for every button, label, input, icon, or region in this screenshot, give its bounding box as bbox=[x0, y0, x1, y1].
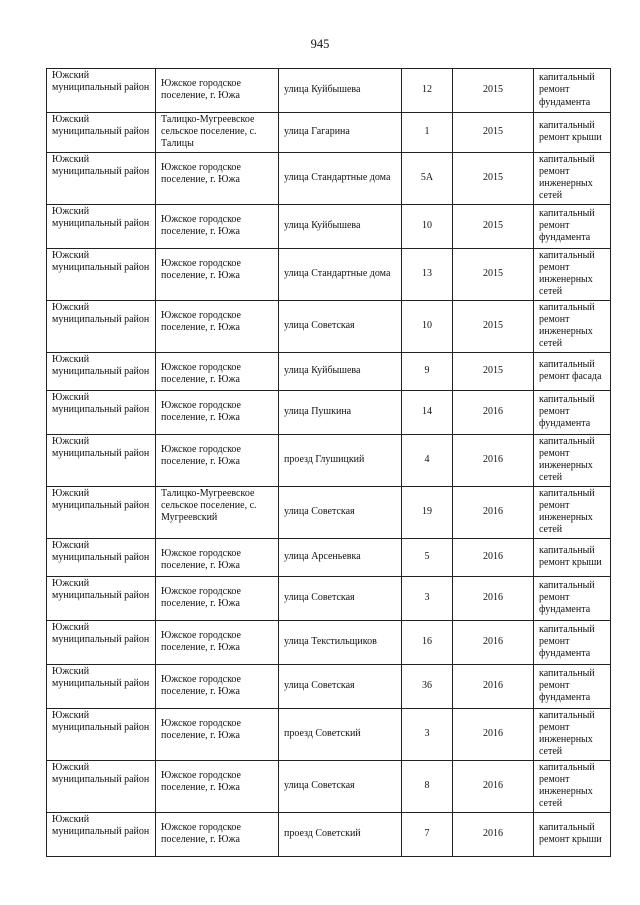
settlement-cell bbox=[156, 434, 279, 486]
street-cell: улица Пушкина bbox=[279, 390, 402, 434]
settlement-text: Южское городское поселение, г. Южа bbox=[161, 78, 241, 102]
street-cell: улица Советская bbox=[279, 486, 402, 538]
street-cell: улица Советская bbox=[279, 760, 402, 812]
table-row bbox=[47, 69, 611, 113]
street-cell: улица Текстильщиков bbox=[279, 620, 402, 664]
year-cell: 2016 bbox=[453, 620, 534, 664]
work-type-cell: капитальный ремонт фундамента bbox=[534, 576, 611, 620]
work-type-cell: капитальный ремонт фасада bbox=[534, 352, 611, 390]
table-row bbox=[47, 352, 611, 390]
settlement-text: Южское городское поселение, г. Южа bbox=[161, 161, 241, 185]
table-row bbox=[47, 486, 611, 538]
work-type-cell: капитальный ремонт фундамента bbox=[534, 69, 611, 113]
house-number-cell: 19 bbox=[402, 486, 453, 538]
work-type-cell: капитальный ремонт инженерных сетей bbox=[534, 248, 611, 300]
work-type-cell: капитальный ремонт крыши bbox=[534, 113, 611, 153]
house-number-cell: 14 bbox=[402, 390, 453, 434]
district-cell: Южский муниципальный район bbox=[47, 248, 156, 300]
street-cell: улица Советская bbox=[279, 300, 402, 352]
settlement-text: Южское городское поселение, г. Южа bbox=[161, 585, 241, 609]
settlement-text: Южское городское поселение, г. Южа bbox=[161, 717, 241, 741]
table-row bbox=[47, 248, 611, 300]
repair-schedule-table bbox=[46, 68, 611, 857]
settlement-text: Южское городское поселение, г. Южа bbox=[161, 673, 241, 697]
house-number-cell: 8 bbox=[402, 760, 453, 812]
district-cell: Южский муниципальный район bbox=[47, 620, 156, 664]
district-cell: Южский муниципальный район bbox=[47, 69, 156, 113]
street-cell: улица Куйбышева bbox=[279, 352, 402, 390]
house-number-cell: 13 bbox=[402, 248, 453, 300]
district-cell: Южский муниципальный район bbox=[47, 390, 156, 434]
house-number-cell: 10 bbox=[402, 204, 453, 248]
settlement-cell bbox=[156, 390, 279, 434]
settlement-cell bbox=[156, 152, 279, 204]
year-cell: 2016 bbox=[453, 664, 534, 708]
house-number-cell: 1 bbox=[402, 113, 453, 153]
street-cell: улица Куйбышева bbox=[279, 69, 402, 113]
street-cell: улица Гагарина bbox=[279, 113, 402, 153]
settlement-cell bbox=[156, 576, 279, 620]
settlement-cell bbox=[156, 204, 279, 248]
settlement-text: Южское городское поселение, г. Южа bbox=[161, 443, 241, 467]
settlement-cell bbox=[156, 708, 279, 760]
settlement-text: Южское городское поселение, г. Южа bbox=[161, 769, 241, 793]
work-type-cell: капитальный ремонт инженерных сетей bbox=[534, 760, 611, 812]
settlement-cell bbox=[156, 486, 279, 538]
work-type-cell: капитальный ремонт фундамента bbox=[534, 620, 611, 664]
table-row bbox=[47, 152, 611, 204]
street-cell: улица Стандартные дома bbox=[279, 248, 402, 300]
settlement-text: Южское городское поселение, г. Южа bbox=[161, 361, 241, 385]
year-cell: 2016 bbox=[453, 486, 534, 538]
work-type-cell: капитальный ремонт инженерных сетей bbox=[534, 300, 611, 352]
year-cell: 2015 bbox=[453, 352, 534, 390]
house-number-cell: 3 bbox=[402, 708, 453, 760]
year-cell: 2016 bbox=[453, 708, 534, 760]
settlement-cell bbox=[156, 620, 279, 664]
settlement-text: Южское городское поселение, г. Южа bbox=[161, 547, 241, 571]
work-type-cell: капитальный ремонт инженерных сетей bbox=[534, 152, 611, 204]
page-number: 945 bbox=[310, 37, 330, 51]
settlement-text: Южское городское поселение, г. Южа bbox=[161, 309, 241, 333]
district-cell: Южский муниципальный район bbox=[47, 352, 156, 390]
work-type-cell: капитальный ремонт фундамента bbox=[534, 204, 611, 248]
table-row bbox=[47, 300, 611, 352]
table-row bbox=[47, 113, 611, 153]
settlement-cell bbox=[156, 538, 279, 576]
settlement-cell bbox=[156, 248, 279, 300]
district-cell: Южский муниципальный район bbox=[47, 204, 156, 248]
year-cell: 2016 bbox=[453, 390, 534, 434]
settlement-text: Южское городское поселение, г. Южа bbox=[161, 213, 241, 237]
house-number-cell: 16 bbox=[402, 620, 453, 664]
settlement-cell bbox=[156, 812, 279, 856]
table-row bbox=[47, 812, 611, 856]
settlement-text: Талицко-Мугреевское сельское поселение, с. Талицы bbox=[161, 114, 257, 150]
district-cell: Южский муниципальный район bbox=[47, 300, 156, 352]
street-cell: проезд Глушицкий bbox=[279, 434, 402, 486]
year-cell: 2016 bbox=[453, 576, 534, 620]
work-type-cell: капитальный ремонт инженерных сетей bbox=[534, 708, 611, 760]
year-cell: 2015 bbox=[453, 113, 534, 153]
work-type-cell: капитальный ремонт фундамента bbox=[534, 390, 611, 434]
street-cell: проезд Советский bbox=[279, 708, 402, 760]
work-type-cell: капитальный ремонт крыши bbox=[534, 812, 611, 856]
table-row bbox=[47, 390, 611, 434]
district-cell: Южский муниципальный район bbox=[47, 664, 156, 708]
work-type-cell: капитальный ремонт фундамента bbox=[534, 664, 611, 708]
year-cell: 2016 bbox=[453, 434, 534, 486]
table-row bbox=[47, 664, 611, 708]
house-number-cell: 5 bbox=[402, 538, 453, 576]
district-cell: Южский муниципальный район bbox=[47, 708, 156, 760]
table-row bbox=[47, 620, 611, 664]
street-cell: улица Арсеньевка bbox=[279, 538, 402, 576]
work-type-cell: капитальный ремонт инженерных сетей bbox=[534, 434, 611, 486]
district-cell: Южский муниципальный район bbox=[47, 434, 156, 486]
year-cell: 2015 bbox=[453, 69, 534, 113]
house-number-cell: 5А bbox=[402, 152, 453, 204]
table-row bbox=[47, 760, 611, 812]
settlement-cell bbox=[156, 352, 279, 390]
house-number-cell: 10 bbox=[402, 300, 453, 352]
settlement-cell bbox=[156, 664, 279, 708]
settlement-text: Южское городское поселение, г. Южа bbox=[161, 399, 241, 423]
year-cell: 2016 bbox=[453, 812, 534, 856]
house-number-cell: 9 bbox=[402, 352, 453, 390]
house-number-cell: 12 bbox=[402, 69, 453, 113]
work-type-cell: капитальный ремонт крыши bbox=[534, 538, 611, 576]
year-cell: 2015 bbox=[453, 204, 534, 248]
year-cell: 2015 bbox=[453, 152, 534, 204]
street-cell: улица Стандартные дома bbox=[279, 152, 402, 204]
settlement-text: Южское городское поселение, г. Южа bbox=[161, 821, 241, 845]
settlement-text: Южское городское поселение, г. Южа bbox=[161, 629, 241, 653]
year-cell: 2016 bbox=[453, 538, 534, 576]
street-cell: улица Советская bbox=[279, 664, 402, 708]
settlement-text: Южское городское поселение, г. Южа bbox=[161, 257, 241, 281]
house-number-cell: 3 bbox=[402, 576, 453, 620]
house-number-cell: 4 bbox=[402, 434, 453, 486]
street-cell: улица Куйбышева bbox=[279, 204, 402, 248]
settlement-cell bbox=[156, 113, 279, 153]
house-number-cell: 7 bbox=[402, 812, 453, 856]
year-cell: 2015 bbox=[453, 248, 534, 300]
table-row bbox=[47, 434, 611, 486]
settlement-cell bbox=[156, 300, 279, 352]
table-row bbox=[47, 204, 611, 248]
district-cell: Южский муниципальный район bbox=[47, 812, 156, 856]
table-row bbox=[47, 576, 611, 620]
table-row bbox=[47, 538, 611, 576]
district-cell: Южский муниципальный район bbox=[47, 760, 156, 812]
house-number-cell: 36 bbox=[402, 664, 453, 708]
settlement-text: Талицко-Мугреевское сельское поселение, с. Мугреевский bbox=[161, 487, 257, 524]
district-cell: Южский муниципальный район bbox=[47, 576, 156, 620]
settlement-cell bbox=[156, 760, 279, 812]
district-cell: Южский муниципальный район bbox=[47, 113, 156, 153]
district-cell: Южский муниципальный район bbox=[47, 486, 156, 538]
work-type-cell: капитальный ремонт инженерных сетей bbox=[534, 486, 611, 538]
settlement-cell bbox=[156, 69, 279, 113]
district-cell: Южский муниципальный район bbox=[47, 152, 156, 204]
year-cell: 2015 bbox=[453, 300, 534, 352]
street-cell: проезд Советский bbox=[279, 812, 402, 856]
table-row bbox=[47, 708, 611, 760]
district-cell: Южский муниципальный район bbox=[47, 538, 156, 576]
year-cell: 2016 bbox=[453, 760, 534, 812]
street-cell: улица Советская bbox=[279, 576, 402, 620]
